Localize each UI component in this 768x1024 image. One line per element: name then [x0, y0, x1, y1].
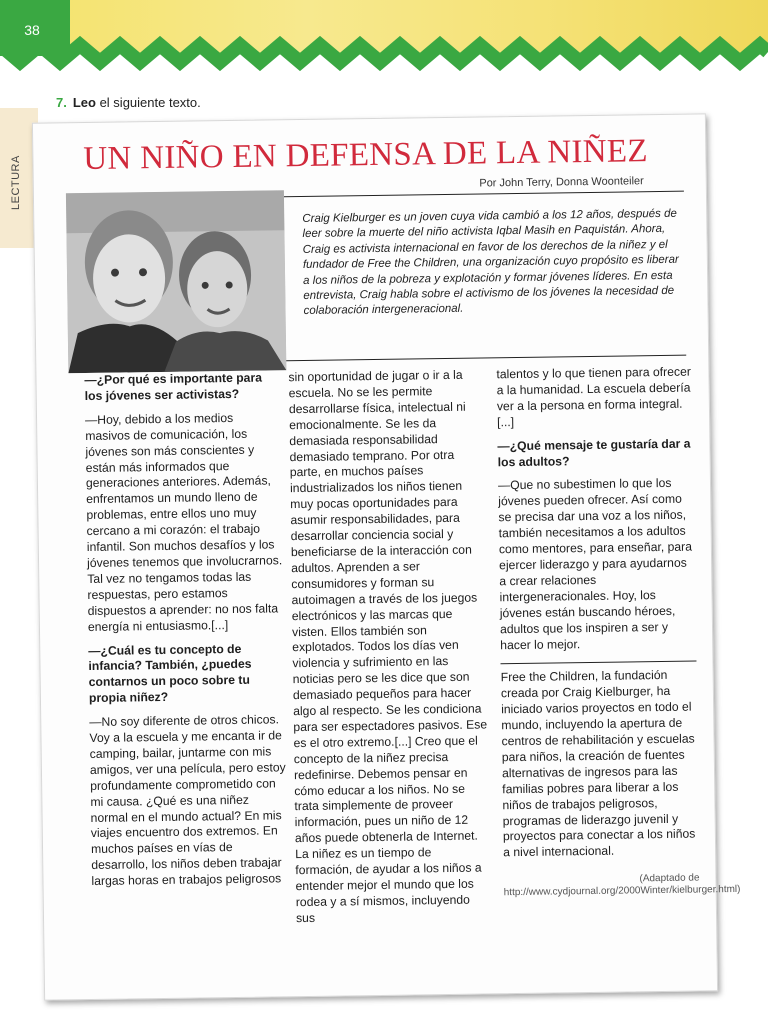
- article-byline: Por John Terry, Donna Woonteiler: [479, 175, 644, 190]
- boys-photo: [66, 190, 286, 373]
- article-title: UN NIÑO EN DEFENSA DE LA NIÑEZ: [83, 133, 649, 178]
- question-paragraph: —¿Qué mensaje te gustaría dar a los adultos?: [497, 436, 691, 469]
- question-paragraph: —¿Cuál es tu concepto de infancia? También, ¿puedes contarnos un poco sobre tu propia niñez?: [88, 641, 252, 706]
- page-number-badge: [0, 0, 70, 56]
- closing-divider: [501, 661, 697, 665]
- answer-paragraph: sin oportunidad de jugar o ir a la escuela. No se les permite desarrollarse física, intelectual ni emocionalmente. Se les da demasiada responsabilidad demasiado temprano. Por otra parte, en muchos países industrializados los niños tienen muy pocas oportunidades para asumir responsabilidades, para desarrollar conciencia social y beneficiarse de la interacción con adultos. Aprenden a ser consumidores y forman su autoimagen a través de los juegos electrónicos y las marcas que visten. Ellos también son explotados. Todos los días ven violencia y sufrimiento en las noticias pero se les dice que son demasiado pequeños para hacer algo al respecto. Se les condiciona para ser espectadores pasivos. Ese es el otro extremo.[...] Creo que el concepto de la niñez precisa redefinirse. Debemos pensar en cómo educar a los niños. No se trata simplemente de proveer información, pues un niño de 12 años puede obtenerla de Internet. La niñez es un tiempo de formación, de ayudar a los niños a entender mejor el mundo que los rodea y a sí mismos, incluyendo sus: [288, 367, 488, 925]
- intro-divider: [286, 355, 686, 362]
- exercise-number: 7.: [56, 95, 67, 110]
- page-number: 38: [24, 22, 40, 38]
- instruction-text: el siguiente texto.: [95, 95, 201, 110]
- article-column-1: [84, 370, 287, 898]
- instruction-verb: Leo: [72, 95, 96, 110]
- section-tab-label: LECTURA: [10, 155, 22, 210]
- top-banner: [0, 0, 768, 90]
- answer-paragraph: —Que no subestimen lo que los jóvenes pueden ofrecer. Así como se precisa dar una voz a los niños, también necesitamos a los adultos como mentores, para enseñar, para ejercer liderazgo y para ayudarnos a crear relaciones intergeneracionales. Hoy, los jóvenes están buscando héroes, adultos que los inspiren a ser y hacer lo mejor.: [497, 476, 693, 652]
- article-column-3: [496, 364, 741, 900]
- article-intro: Craig Kielburger es un joven cuya vida cambió a los 12 años, después de leer sobre la muerte del niño activista Iqbal Masih en Paquistán. Ahora, Craig es activista internacional en favor de los derechos de la niñez y el fundador de Free the Children, una organización cuyo propósito es liberar a los niños de la pobreza y explotación y formar jóvenes líderes. En esta entrevista, Craig habla sobre el activismo de los jóvenes la necesidad de colaboración intergeneracional.: [302, 207, 679, 318]
- article-column-2: [288, 367, 492, 934]
- answer-paragraph: —Hoy, debido a los medios masivos de comunicación, los jóvenes son más conscientes y están más informados que generaciones anteriores. Además, enfrentamos un mundo lleno de problemas, entre ellos uno muy cercano a mi corazón: el trabajo infantil. Son muchos desafíos y los jóvenes tenemos que involucrarnos. Tal vez no tengamos todas las respuestas, pero estamos dispuestos a aprender: no nos falta energía ni entusiasmo.[...]: [84, 410, 283, 634]
- answer-paragraph: —No soy diferente de otros chicos. Voy a la escuela y me encanta ir de camping, bailar, juntarme con mis amigos, ver una película, pero estoy profundamente comprometido con mi causa. ¿Qué es una niñez normal en el mundo actual? En mis viajes encuentro dos extremos. En muchos países en vías de desarrollo, los niños deben trabajar largas horas en trabajos peligrosos: [89, 712, 286, 889]
- source-citation: (Adaptado de http://www.cydjournal.org/2000Winter/kielburger.html): [503, 872, 741, 899]
- photo-illustration: [66, 190, 286, 373]
- exercise-instruction: [56, 95, 201, 110]
- question-paragraph: —¿Por qué es importante para los jóvenes ser activistas?: [84, 370, 263, 403]
- foundation-paragraph: Free the Children, la fundación creada por Craig Kielburger, ha iniciado varios proyectos en todo el mundo, incluyendo la apertura de centros de rehabilitación y escuelas para niños, la creación de fuentes alternativas de ingresos para las familias pobres para liberar a los niños de trabajos peligrosos, programas de liderazgo juvenil y proyectos para conectar a los niños a nivel internacional.: [500, 668, 696, 860]
- zigzag-border: [0, 0, 768, 90]
- byline-divider: [274, 191, 684, 198]
- answer-paragraph: talentos y lo que tienen para ofrecer a la humanidad. La escuela debería ver a la persona en forma integral.[...]: [496, 364, 691, 429]
- article-card: [32, 113, 741, 1000]
